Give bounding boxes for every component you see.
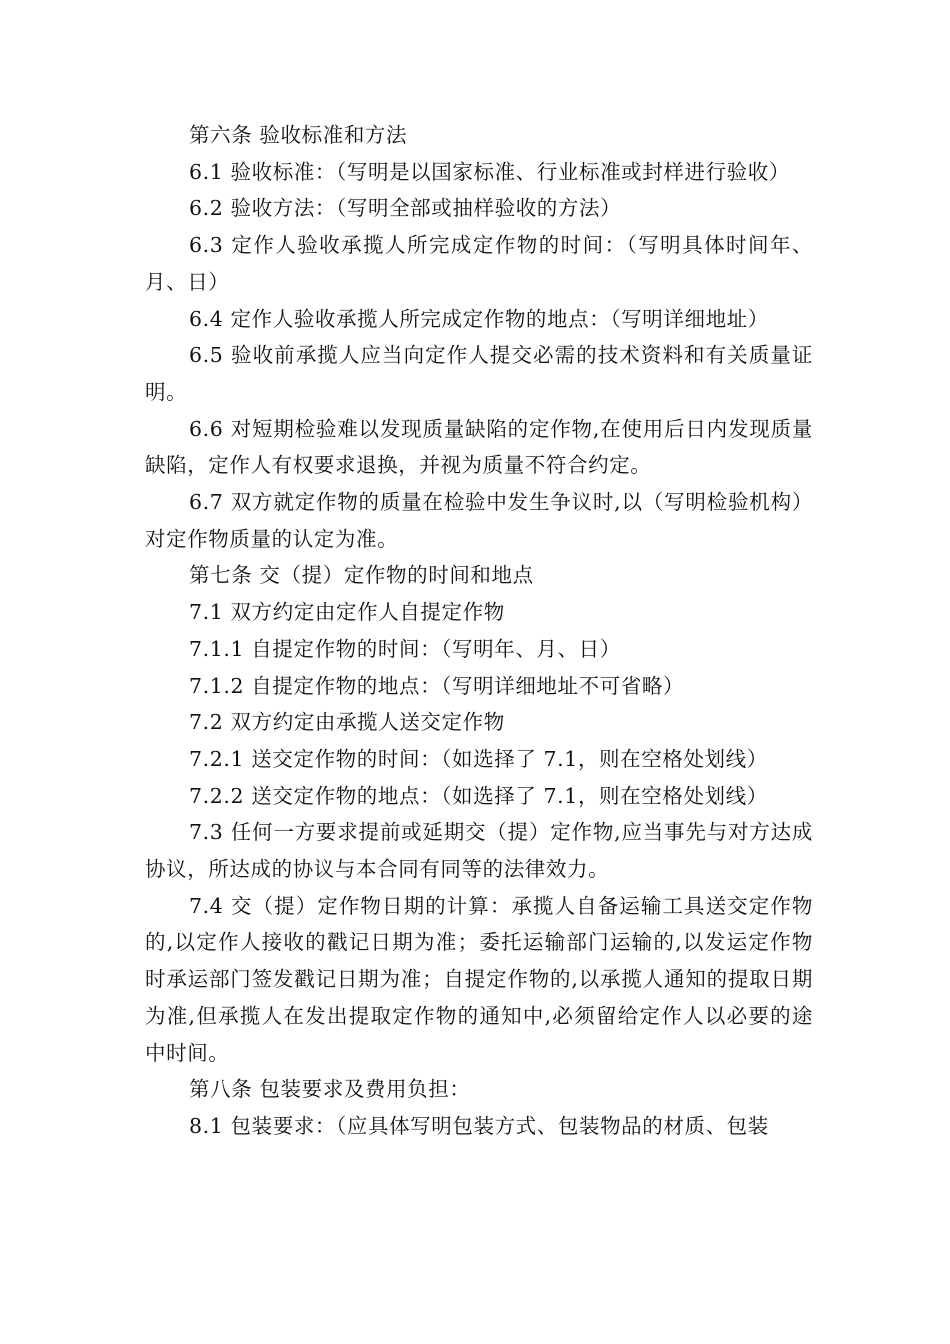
clause-6-7: 6.7 双方就定作物的质量在检验中发生争议时,以（写明检验机构）对定作物质量的认定为准。 (145, 490, 813, 551)
clause-6-1: 6.1 验收标准：（写明是以国家标准、行业标准或封样进行验收） (189, 159, 790, 184)
clause-6-5: 6.5 验收前承揽人应当向定作人提交必需的技术资料和有关质量证明。 (145, 343, 813, 404)
section-7-heading: 第七条 交（提）定作物的时间和地点 (189, 563, 534, 588)
clause-7-2-2: 7.2.2 送交定作物的地点：（如选择了 7.1，则在空格处划线） (189, 783, 768, 808)
section-6-heading: 第六条 验收标准和方法 (189, 123, 408, 147)
clause-6-3: 6.3 定作人验收承揽人所完成定作物的时间：（写明具体时间年、月、日） (145, 233, 813, 294)
clause-6-2: 6.2 验收方法：（写明全部或抽样验收的方法） (189, 196, 622, 221)
section-8-heading: 第八条 包装要求及费用负担： (189, 1077, 471, 1102)
clause-8-1: 8.1 包装要求：（应具体写明包装方式、包装物品的材质、包装 (189, 1113, 769, 1138)
clause-7-3: 7.3 任何一方要求提前或延期交（提）定作物,应当事先与对方达成协议，所达成的协议与本合同有同等的法律效力。 (145, 820, 813, 882)
clause-6-6: 6.6 对短期检验难以发现质量缺陷的定作物,在使用后日内发现质量缺陷，定作人有权要求退换，并视为质量不符合约定。 (145, 416, 813, 478)
clause-7-4: 7.4 交（提）定作物日期的计算：承揽人自备运输工具送交定作物的,以定作人接收的戳记日期为准；委托运输部门运输的,以发运定作物时承运部门签发戳记日期为准；自提定作物的,以承揽人通知的提取日期为准,但承揽人在发出提取定作物的通知中,必须留给定作人以必要的途中时间。 (145, 893, 813, 1065)
clause-7-2: 7.2 双方约定由承揽人送交定作物 (189, 710, 505, 735)
clause-6-4: 6.4 定作人验收承揽人所完成定作物的地点：（写明详细地址） (189, 306, 769, 331)
document-body (145, 117, 813, 1145)
clause-7-1-1: 7.1.1 自提定作物的时间：（写明年、月、日） (189, 636, 621, 661)
clause-7-1-2: 7.1.2 自提定作物的地点：（写明详细地址不可省略） (189, 673, 685, 698)
clause-7-1: 7.1 双方约定由定作人自提定作物 (189, 600, 505, 625)
clause-7-2-1: 7.2.1 送交定作物的时间：（如选择了 7.1，则在空格处划线） (189, 746, 768, 771)
